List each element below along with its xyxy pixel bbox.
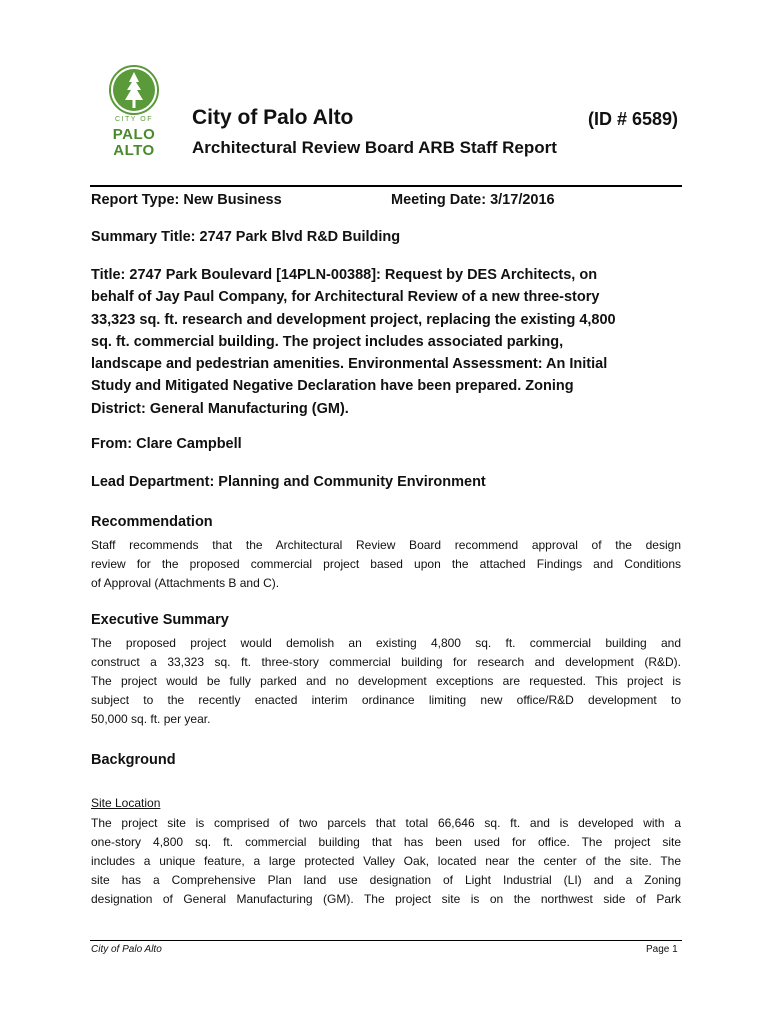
city-logo	[106, 66, 162, 160]
paragraph-line: The proposed project would demolish an existing 4,800 sq. ft. commercial building and	[91, 636, 681, 650]
footer-city: City of Palo Alto	[91, 944, 162, 955]
title-line: landscape and pedestrian amenities. Environmental Assessment: An Initial	[91, 356, 608, 373]
tree-icon	[106, 64, 162, 120]
background-text	[91, 814, 681, 909]
title-line: behalf of Jay Paul Company, for Architectural Review of a new three-story	[91, 289, 600, 306]
logo-palo: PALO	[112, 126, 156, 143]
summary-title: Summary Title: 2747 Park Blvd R&D Building	[91, 229, 401, 245]
paragraph-line: 50,000 sq. ft. per year.	[91, 712, 211, 726]
report-subtitle: Architectural Review Board ARB Staff Report	[192, 138, 557, 157]
paragraph-line: review for the proposed commercial project based upon the attached Findings and Conditions	[91, 557, 681, 571]
paragraph-line: subject to the recently enacted interim ordinance limiting new office/R&D development to	[91, 693, 681, 707]
executive-summary-text	[91, 634, 681, 729]
header-divider	[90, 185, 682, 187]
paragraph-line: Staff recommends that the Architectural Review Board recommend approval of the design	[91, 538, 681, 552]
paragraph-line: designation of General Manufacturing (GM). The project site is on the northwest side of Park	[91, 892, 681, 906]
paragraph-line: The project site is comprised of two parcels that total 66,646 sq. ft. and is developed with a	[91, 816, 681, 830]
meeting-date: Meeting Date: 3/17/2016	[391, 192, 555, 208]
paragraph-line: one-story 4,800 sq. ft. commercial building that has been used for office. The project site	[91, 835, 681, 849]
report-type: Report Type: New Business	[91, 192, 282, 208]
executive-summary-heading: Executive Summary	[91, 612, 229, 628]
paragraph-line: The project would be fully parked and no development exceptions are requested. This project is	[91, 674, 681, 688]
site-location-subheading: Site Location	[91, 796, 161, 810]
footer-divider	[90, 940, 682, 941]
background-heading: Background	[91, 752, 176, 768]
title-line: District: General Manufacturing (GM).	[91, 400, 349, 417]
title-line: Title: 2747 Park Boulevard [14PLN-00388]: Request by DES Architects, on	[91, 267, 598, 283]
recommendation-heading: Recommendation	[91, 514, 213, 530]
logo-alto: ALTO	[113, 142, 155, 159]
title-line: sq. ft. commercial building. The project includes associated parking,	[91, 333, 564, 350]
paragraph-line: site has a Comprehensive Plan land use designation of Light Industrial (LI) and a Zoning	[91, 873, 681, 887]
report-id: (ID # 6589)	[588, 109, 679, 129]
lead-department: Lead Department: Planning and Community Environment	[91, 474, 486, 490]
logo-city-of: CITY OF	[115, 116, 153, 123]
title-line: Study and Mitigated Negative Declaration have been prepared. Zoning	[91, 378, 574, 395]
paragraph-line: of Approval (Attachments B and C).	[91, 576, 280, 590]
paragraph-line: construct a 33,323 sq. ft. three-story commercial building for research and development (R&D).	[91, 655, 681, 669]
title-block	[91, 264, 691, 420]
page-title: City of Palo Alto	[192, 106, 354, 129]
title-line: 33,323 sq. ft. research and development project, replacing the existing 4,800	[91, 311, 616, 328]
from-line: From: Clare Campbell	[91, 436, 242, 452]
page-number: Page 1	[646, 944, 678, 955]
paragraph-line: includes a unique feature, a large protected Valley Oak, located near the center of the site. The	[91, 854, 681, 868]
recommendation-text	[91, 536, 681, 593]
